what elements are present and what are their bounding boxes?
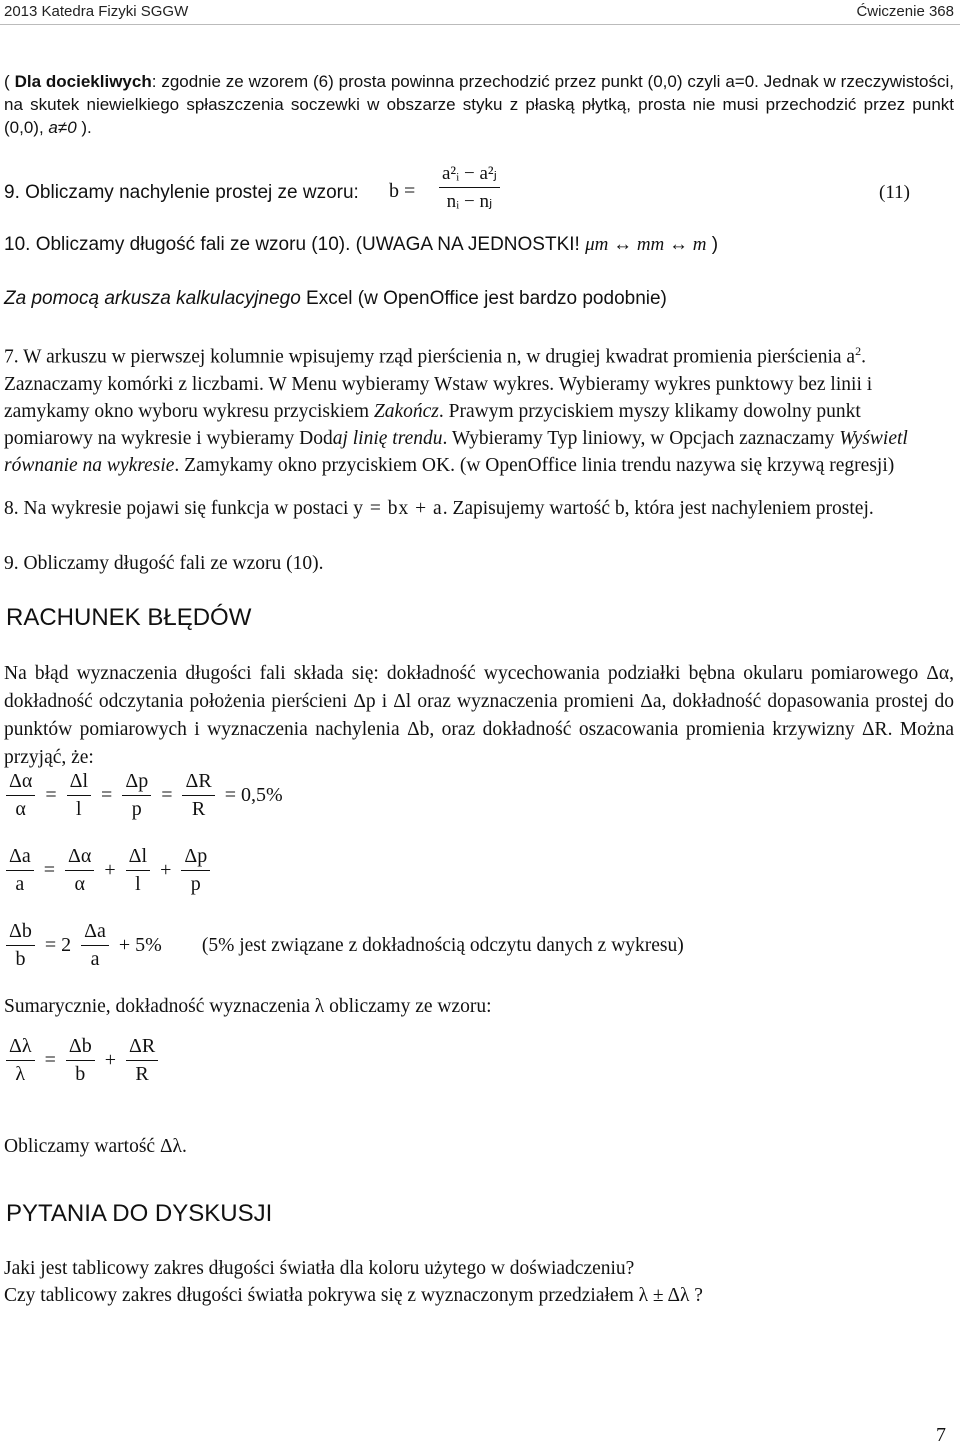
- header-left: 2013 Katedra Fizyki SGGW: [4, 3, 189, 20]
- header-right: Ćwiczenie 368: [856, 3, 954, 20]
- step7-paragraph: 7. W arkuszu w pierwszej kolumnie wpisujemy rząd pierścienia n, w drugiej kwadrat promienia pierścienia $a^2$. Zaznaczamy komórki z liczbami. W Menu wybieramy Wstaw wykres. Wybieramy wykres punktowy bez linii i zamykamy okno wyboru wykresu przyciskiem Zakończ. Prawym przyciskiem myszy klikamy dowolny punkt pomiarowy na wykresie i wybieramy Dodaj linię trendu. Wybieramy Typ liniowy, w Opcjach zaznaczamy Wyświetl równanie na wykresie. Zamykamy okno przyciskiem OK. (w OpenOffice linia trendu nazywa się krzywą regresji): [4, 344, 908, 476]
- equation-delta-lambda: $\frac{\Delta\lambda}{\lambda}$ = $\frac{\Delta b}{b}$ + $\frac{\Delta R}{R}$: [6, 1035, 158, 1086]
- heading-questions: PYTANIA DO DYSKUSJI: [6, 1200, 273, 1227]
- equation-delta-a: $\frac{\Delta a}{a}$ = $\frac{\Delta\alpha}{\alpha}$ + $\frac{\Delta l}{l}$ + $\frac{\Delta p}{p}$: [6, 845, 210, 896]
- equation-relative-errors: $\frac{\Delta\alpha}{\alpha}$ = $\frac{\Delta l}{l}$ = $\frac{\Delta p}{p}$ = $\frac{\Delta R}{R}$ = 0,5%: [6, 770, 283, 821]
- intro-paragraph: ( Dla dociekliwych: zgodnie ze wzorem (6) prosta powinna przechodzić przez punkt (0,0) czyli a=0. Jednak w rzeczywistości, na skutek niewielkiego spłaszczenia soczewki w obszarze styku z płaską płytką, prosta nie musi przechodzić przez punkt (0,0), a≠0 ).: [4, 72, 955, 137]
- excel-intro: Za pomocą arkusza kalkulacyjnego Excel (w OpenOffice jest bardzo podobnie): [4, 288, 667, 309]
- summary-line: Sumarycznie, dokładność wyznaczenia λ obliczamy ze wzoru:: [4, 996, 492, 1017]
- step9b-line: 9. Obliczamy długość fali ze wzoru (10).: [4, 553, 324, 574]
- equation-delta-b: $\frac{\Delta b}{b}$ = 2 $\frac{\Delta a}{a}$ + 5% (5% jest związane z dokładnością odczytu danych z wykresu): [6, 920, 684, 971]
- question-1: Jaki jest tablicowy zakres długości światła dla koloru użytego w doświadczeniu?: [4, 1258, 635, 1279]
- errors-paragraph: Na błąd wyznaczenia długości fali składa się: dokładność wycechowania podziałki bębna okularu pomiarowego Δα, dokładność odczytania położenia pierścieni Δp i Δl oraz wyznaczenia promieni Δa, dokładność dopasowania prostej do punktów pomiarowych i wyznaczenia nachylenia Δb, oraz dokładność oszacowania promienia krzywizny ΔR. Można przyjąć, że:: [4, 663, 954, 768]
- heading-errors: RACHUNEK BŁĘDÓW: [6, 604, 252, 631]
- compute-line: Obliczamy wartość Δλ.: [4, 1136, 187, 1157]
- page-number: 7: [936, 1424, 946, 1446]
- step8-paragraph: 8. Na wykresie pojawi się funkcja w postaci y = bx + a. Zapisujemy wartość b, która jest nachyleniem prostej.: [4, 498, 874, 519]
- question-2: Czy tablicowy zakres długości światła pokrywa się z wyznaczonym przedziałem λ ± Δλ ?: [4, 1285, 703, 1306]
- step9-formula: 9. Obliczamy nachylenie prostej ze wzoru: b = $\frac{\text{a²ᵢ − a²ⱼ}}{\text{nᵢ − nⱼ}}$ (11): [4, 163, 910, 212]
- step10-line: 10. Obliczamy długość fali ze wzoru (10). (UWAGA NA JEDNOSTKI! μm ↔ mm ↔ m ): [4, 234, 719, 255]
- header-divider: [0, 24, 960, 25]
